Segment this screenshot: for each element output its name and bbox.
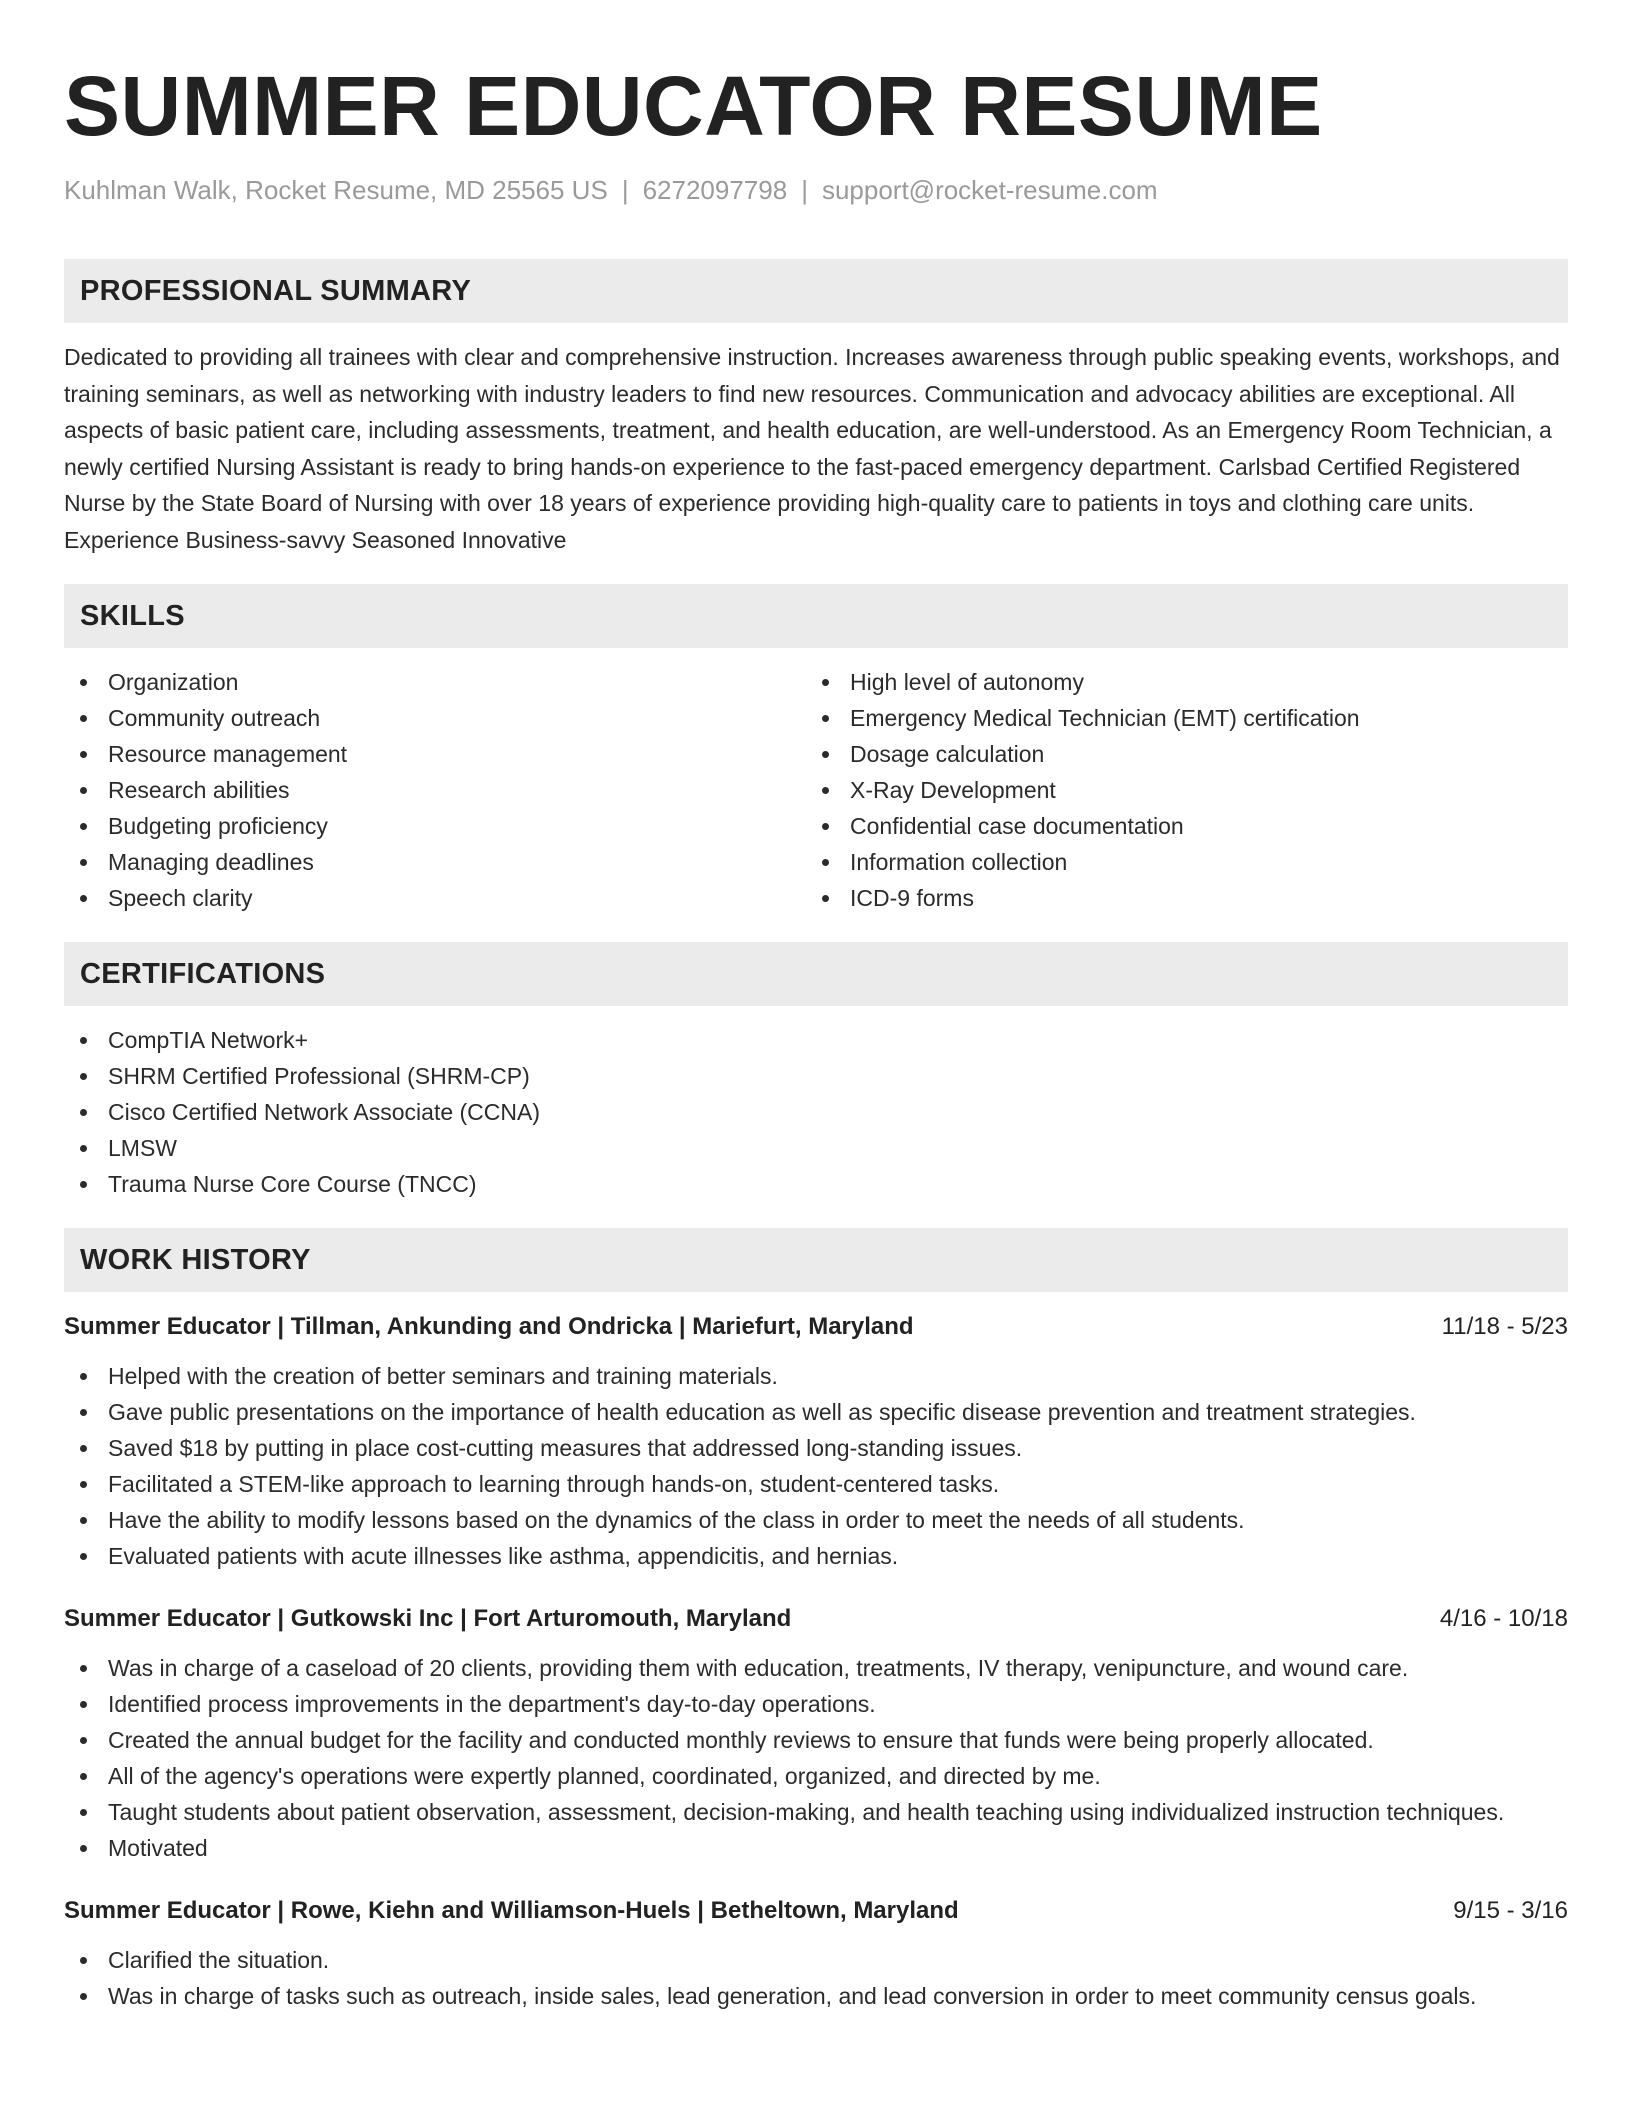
- skill-item: Speech clarity: [64, 880, 806, 916]
- job-title: Summer Educator | Gutkowski Inc | Fort Arturomouth, Maryland: [64, 1605, 792, 1632]
- certification-item: CompTIA Network+: [64, 1022, 1568, 1058]
- certifications-list: [64, 1022, 1568, 1202]
- skill-item: Budgeting proficiency: [64, 808, 806, 844]
- skill-item: Emergency Medical Technician (EMT) certification: [806, 700, 1548, 736]
- job-entry: [64, 1602, 1568, 1866]
- job-header: [64, 1310, 1568, 1344]
- job-duties-list: [64, 1358, 1568, 1574]
- job-duties-list: [64, 1942, 1568, 2014]
- job-entry: [64, 1894, 1568, 2014]
- job-duty-item: Clarified the situation.: [64, 1942, 1568, 1978]
- certifications-heading: CERTIFICATIONS: [64, 942, 1568, 1006]
- skill-item: High level of autonomy: [806, 664, 1548, 700]
- skill-item: Dosage calculation: [806, 736, 1548, 772]
- contact-phone: 6272097798: [642, 175, 788, 205]
- job-duty-item: Evaluated patients with acute illnesses like asthma, appendicitis, and hernias.: [64, 1538, 1568, 1574]
- work-history-heading: WORK HISTORY: [64, 1228, 1568, 1292]
- certification-item: LMSW: [64, 1130, 1568, 1166]
- job-duties-list: [64, 1650, 1568, 1866]
- contact-line: [64, 174, 1568, 206]
- contact-email: support@rocket-resume.com: [821, 175, 1158, 205]
- job-dates: 11/18 - 5/23: [1441, 1313, 1568, 1340]
- skill-item: Information collection: [806, 844, 1548, 880]
- job-duty-item: Facilitated a STEM-like approach to learning through hands-on, student-centered tasks.: [64, 1466, 1568, 1502]
- skill-item: Organization: [64, 664, 806, 700]
- resume-title: SUMMER EDUCATOR RESUME: [64, 59, 1323, 153]
- certification-item: Cisco Certified Network Associate (CCNA): [64, 1094, 1568, 1130]
- job-title: Summer Educator | Rowe, Kiehn and Williamson-Huels | Betheltown, Maryland: [64, 1897, 959, 1924]
- job-header: [64, 1894, 1568, 1928]
- job-entry: [64, 1310, 1568, 1574]
- skills-list-right: [806, 664, 1548, 916]
- contact-address: Kuhlman Walk, Rocket Resume, MD 25565 US: [64, 175, 608, 205]
- job-duty-item: Identified process improvements in the department's day-to-day operations.: [64, 1686, 1568, 1722]
- job-header: [64, 1602, 1568, 1636]
- certification-item: Trauma Nurse Core Course (TNCC): [64, 1166, 1568, 1202]
- job-duty-item: Have the ability to modify lessons based on the dynamics of the class in order to meet the needs of all students.: [64, 1502, 1568, 1538]
- job-duty-item: Was in charge of a caseload of 20 clients, providing them with education, treatments, IV therapy, venipuncture, and wound care.: [64, 1650, 1568, 1686]
- job-dates: 4/16 - 10/18: [1439, 1605, 1568, 1632]
- skill-item: Resource management: [64, 736, 806, 772]
- professional-summary-text: Dedicated to providing all trainees with clear and comprehensive instruction. Increases awareness through public speaking events, workshops, and training seminars, as well as networking with industry leaders to find new resources. Communication and advocacy abilities are exceptional. All aspects of basic patient care, including assessments, treatment, and health education, are well-understood. As an Emergency Room Technician, a newly certified Nursing Assistant is ready to bring hands-on experience to the fast-paced emergency department. Carlsbad Certified Registered Nurse by the State Board of Nursing with over 18 years of experience providing high-quality care to patients in toys and clothing care units. Experience Business-savvy Seasoned Innovative: [64, 344, 1560, 553]
- job-duty-item: Saved $18 by putting in place cost-cutting measures that addressed long-standing issues.: [64, 1430, 1568, 1466]
- job-duty-item: Motivated: [64, 1830, 1568, 1866]
- job-dates: 9/15 - 3/16: [1453, 1897, 1568, 1924]
- job-duty-item: Helped with the creation of better seminars and training materials.: [64, 1358, 1568, 1394]
- job-duty-item: All of the agency's operations were expertly planned, coordinated, organized, and directed by me.: [64, 1758, 1568, 1794]
- job-duty-item: Created the annual budget for the facility and conducted monthly reviews to ensure that funds were being properly allocated.: [64, 1722, 1568, 1758]
- job-duty-item: Gave public presentations on the importance of health education as well as specific disease prevention and treatment strategies.: [64, 1394, 1568, 1430]
- skill-item: Community outreach: [64, 700, 806, 736]
- job-title: Summer Educator | Tillman, Ankunding and Ondricka | Mariefurt, Maryland: [64, 1313, 914, 1340]
- skills-list-left: [64, 664, 806, 916]
- skill-item: Managing deadlines: [64, 844, 806, 880]
- skill-item: ICD-9 forms: [806, 880, 1548, 916]
- job-duty-item: Was in charge of tasks such as outreach, inside sales, lead generation, and lead conversion in order to meet community census goals.: [64, 1978, 1568, 2014]
- professional-summary-heading: PROFESSIONAL SUMMARY: [64, 259, 1568, 323]
- contact-separator: |: [621, 175, 629, 205]
- skills-grid: [64, 648, 1568, 916]
- skill-item: Research abilities: [64, 772, 806, 808]
- certification-item: SHRM Certified Professional (SHRM-CP): [64, 1058, 1568, 1094]
- skill-item: Confidential case documentation: [806, 808, 1548, 844]
- contact-separator: |: [801, 175, 808, 205]
- work-history-list: [64, 1310, 1568, 2014]
- skill-item: X-Ray Development: [806, 772, 1548, 808]
- skills-heading: SKILLS: [64, 584, 1568, 648]
- job-duty-item: Taught students about patient observation, assessment, decision-making, and health teaching using individualized instruction techniques.: [64, 1794, 1568, 1830]
